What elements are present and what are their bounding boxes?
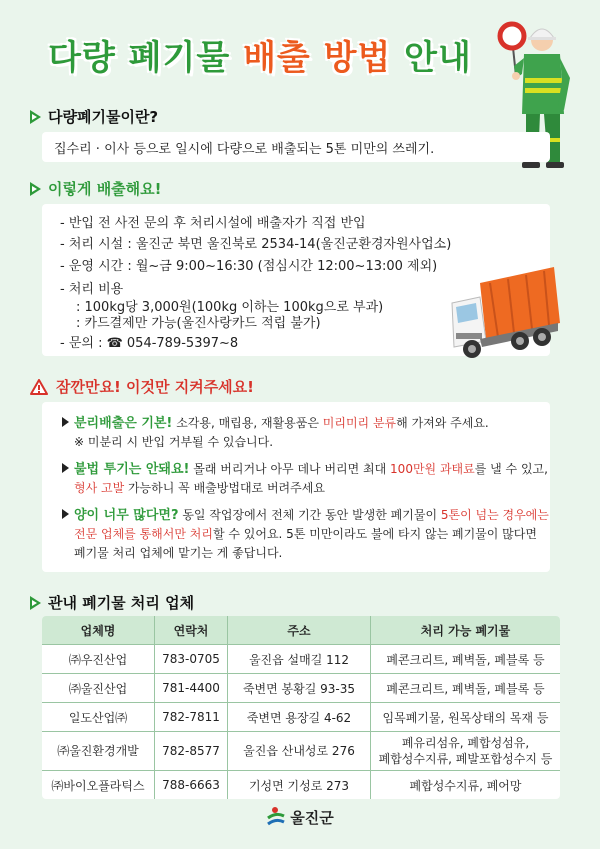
company-address: 울진읍 설매길 112 bbox=[228, 645, 371, 674]
title-part-1: 다량 폐기물 bbox=[48, 38, 231, 78]
tip-1-head: 분리배출은 기본! bbox=[74, 416, 173, 431]
table-row bbox=[42, 703, 560, 732]
waste-types-line-2: 폐합성수지류, 폐발포합성수지 등 bbox=[378, 752, 553, 766]
company-address: 울진읍 산내성로 276 bbox=[228, 732, 371, 771]
section-heading-howto bbox=[30, 178, 162, 199]
table-row bbox=[42, 732, 560, 771]
tip-1-note: ※ 미분리 시 반입 거부될 수 있습니다. bbox=[74, 435, 274, 449]
tip-illegal-dumping bbox=[62, 460, 548, 498]
company-address: 죽변면 봉황길 93-35 bbox=[228, 674, 371, 703]
table-row bbox=[42, 645, 560, 674]
column-header: 연락처 bbox=[155, 616, 228, 645]
tip-2-text-mid: 를 낼 수 있고, bbox=[474, 462, 548, 476]
section-1-title: 다량폐기물이란? bbox=[48, 108, 159, 126]
howto-line: : 100kg당 3,000원(100kg 이하는 100kg으로 부과) bbox=[76, 300, 384, 315]
companies-table bbox=[42, 616, 560, 799]
tip-3-head: 양이 너무 많다면? bbox=[74, 508, 179, 523]
section-4-title: 관내 폐기물 처리 업체 bbox=[48, 594, 195, 612]
bullet-arrow-icon bbox=[62, 509, 69, 519]
tip-1-text-end: 해 가져와 주세요. bbox=[396, 416, 489, 430]
definition-box bbox=[42, 132, 550, 162]
bullet-arrow-icon bbox=[62, 463, 69, 473]
tip-1-highlight: 미리미리 분류 bbox=[322, 416, 397, 430]
tip-3-text-end: 폐기물 처리 업체에 맡기는 게 좋답니다. bbox=[74, 546, 283, 560]
tip-2-text: 몰래 버리거나 아무 데나 버리면 최대 bbox=[189, 462, 391, 476]
play-arrow-icon bbox=[30, 110, 41, 124]
howto-contact-line: - 문의 : ☎ 054-789-5397~8 bbox=[60, 336, 239, 351]
section-2-title: 이렇게 배출해요! bbox=[48, 180, 162, 198]
column-header: 주소 bbox=[228, 616, 371, 645]
company-waste-types bbox=[371, 732, 561, 771]
footer-logo bbox=[0, 806, 600, 828]
tip-3-text-mid: 할 수 있어요. 5톤 미만이라도 불에 타지 않는 폐기물이 많다면 bbox=[212, 527, 537, 541]
company-phone: 788-6663 bbox=[155, 771, 228, 800]
uljin-logo-icon bbox=[266, 806, 286, 828]
waste-types-line-1: 폐유리섬유, 폐합성섬유, bbox=[401, 736, 530, 750]
play-arrow-icon bbox=[30, 182, 41, 196]
warning-triangle-icon bbox=[30, 379, 48, 395]
company-phone: 782-7811 bbox=[155, 703, 228, 732]
garbage-truck-illustration bbox=[450, 263, 562, 363]
section-heading-companies bbox=[30, 592, 194, 613]
tip-2-criminal: 형사 고발 bbox=[74, 481, 125, 495]
footer-label: 울진군 bbox=[290, 808, 334, 827]
howto-line: : 카드결제만 가능(울진사랑카드 적립 불가) bbox=[76, 316, 321, 331]
company-name: ㈜바이오플라틱스 bbox=[42, 771, 155, 800]
company-name: 일도산업㈜ bbox=[42, 703, 155, 732]
company-waste-types: 폐콘크리트, 폐벽돌, 폐블록 등 bbox=[371, 674, 561, 703]
title-part-2: 배출 방법 bbox=[243, 38, 392, 78]
company-name: ㈜울진산업 bbox=[42, 674, 155, 703]
tip-large-amount bbox=[62, 506, 549, 563]
column-header: 업체명 bbox=[42, 616, 155, 645]
tip-3-text: 동일 작업장에서 전체 기간 동안 발생한 폐기물이 bbox=[178, 508, 441, 522]
tip-2-fine: 100만원 과태료 bbox=[390, 462, 475, 476]
company-waste-types: 폐콘크리트, 폐벽돌, 폐블록 등 bbox=[371, 645, 561, 674]
play-arrow-icon bbox=[30, 596, 41, 610]
title-part-3: 안내 bbox=[404, 38, 472, 78]
company-name: ㈜우진산업 bbox=[42, 645, 155, 674]
company-waste-types: 폐합성수지류, 폐어망 bbox=[371, 771, 561, 800]
company-phone: 781-4400 bbox=[155, 674, 228, 703]
tip-3-highlight-1: 5톤이 넘는 경우에는 bbox=[440, 508, 549, 522]
table-row bbox=[42, 771, 560, 800]
tip-2-text-end: 가능하니 꼭 배출방법대로 버려주세요 bbox=[124, 481, 325, 495]
howto-line: - 처리 비용 bbox=[60, 282, 124, 297]
howto-line: - 운영 시간 : 월~금 9:00~16:30 (점심시간 12:00~13:00 제외) bbox=[60, 259, 438, 274]
page-title bbox=[0, 30, 520, 79]
company-waste-types: 임목폐기물, 원목상태의 목재 등 bbox=[371, 703, 561, 732]
table-header-row bbox=[42, 616, 560, 645]
company-phone: 782-8577 bbox=[155, 732, 228, 771]
warning-heading bbox=[30, 376, 254, 397]
warning-title: 잠깐만요! 이것만 지켜주세요! bbox=[56, 378, 255, 396]
tip-3-highlight-2: 전문 업체를 통해서만 처리 bbox=[74, 527, 213, 541]
table-row bbox=[42, 674, 560, 703]
tip-2-head: 불법 투기는 안돼요! bbox=[74, 462, 190, 477]
howto-line: - 처리 시설 : 울진군 북면 울진북로 2534-14(울진군환경자원사업소) bbox=[60, 237, 452, 252]
tip-1-text: 소각용, 매립용, 재활용품은 bbox=[172, 416, 323, 430]
column-header: 처리 가능 폐기물 bbox=[371, 616, 561, 645]
warning-box bbox=[42, 402, 550, 572]
howto-line: - 반입 전 사전 문의 후 처리시설에 배출자가 직접 반입 bbox=[60, 216, 366, 231]
company-address: 죽변면 용장길 4-62 bbox=[228, 703, 371, 732]
tip-separation bbox=[62, 414, 489, 452]
company-name: ㈜울진환경개발 bbox=[42, 732, 155, 771]
company-phone: 783-0705 bbox=[155, 645, 228, 674]
bullet-arrow-icon bbox=[62, 417, 69, 427]
company-address: 기성면 기성로 273 bbox=[228, 771, 371, 800]
section-heading-definition bbox=[30, 106, 158, 127]
definition-text: 집수리 · 이사 등으로 일시에 다량으로 배출되는 5톤 미만의 쓰레기. bbox=[54, 141, 435, 157]
